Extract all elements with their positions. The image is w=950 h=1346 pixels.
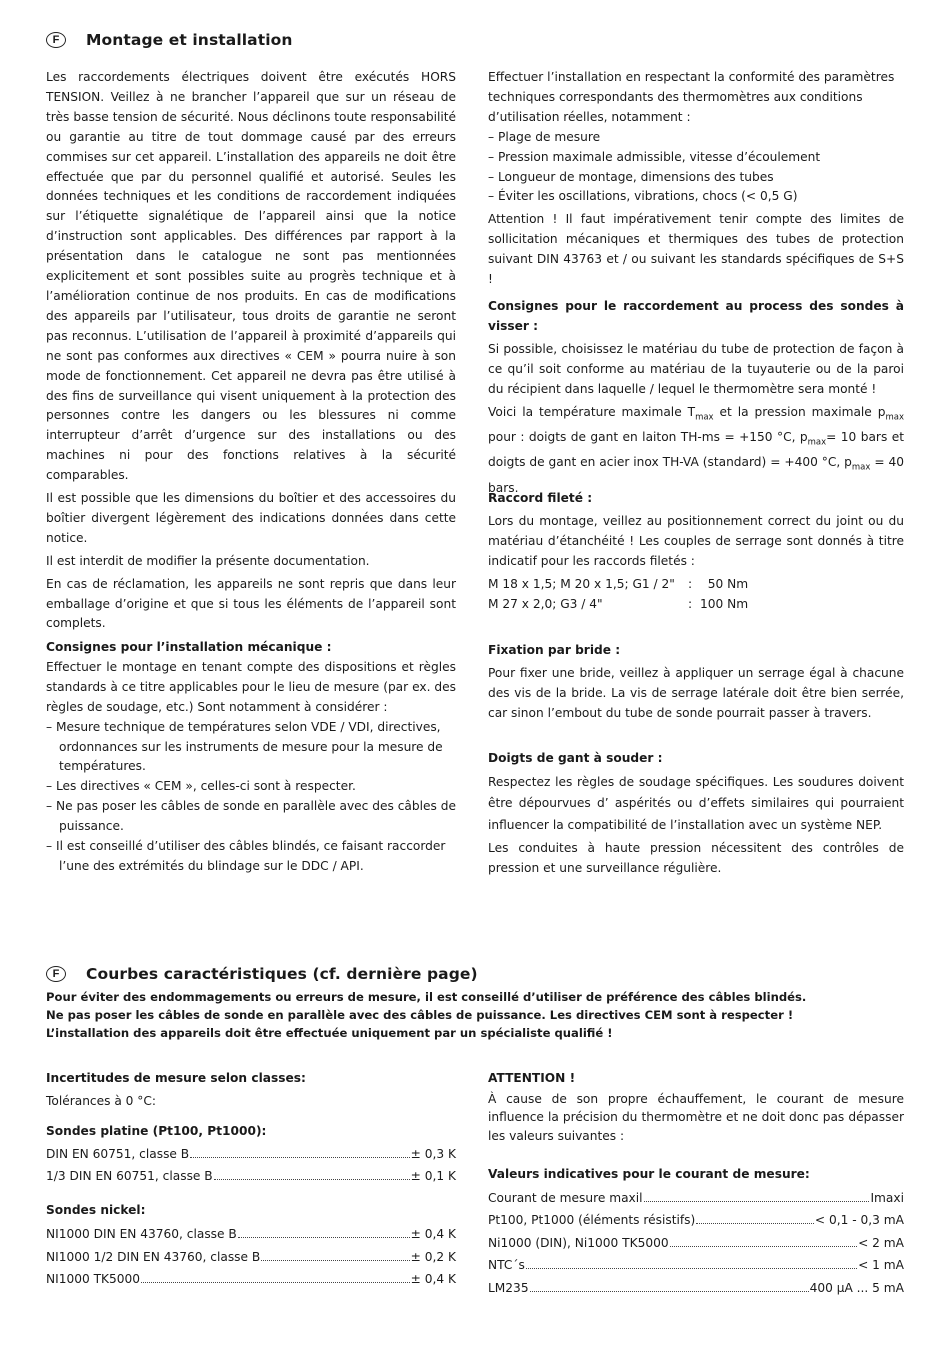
torque-sep: :: [688, 596, 693, 611]
torque-table: [488, 575, 904, 615]
screw-heading: Consignes pour le raccordement au process des sondes à visser :: [488, 299, 904, 333]
table-row: Ni1000 (DIN), Ni1000 TK5000 < 2 mA: [488, 1235, 904, 1250]
list-item: – Mesure technique de températures selon VDE / VDI, directives, ordonnances sur les instruments de mesure pour la mesure de températures.: [46, 718, 456, 778]
tolerance-label: Tolérances à 0 °C:: [46, 1093, 157, 1108]
paragraph: Il est possible que les dimensions du boîtier et des accessoires du boîtier divergent légèrement des indications données dans cette notice.: [46, 491, 456, 545]
table-row: 1/3 DIN EN 60751, classe B ± 0,1 K: [46, 1169, 456, 1183]
install-list: [488, 128, 904, 208]
montage-left-column: [46, 68, 456, 634]
uncertainty-heading: Incertitudes de mesure selon classes:: [46, 1071, 306, 1085]
list-item: – Ne pas poser les câbles de sonde en parallèle avec des câbles de puissance.: [46, 797, 456, 837]
table-row: LM235 400 µA ... 5 mA: [488, 1280, 904, 1295]
paragraph: Il est interdit de modifier la présente documentation.: [46, 553, 370, 568]
torque-sep: :: [688, 576, 693, 591]
paragraph: En cas de réclamation, les appareils ne sont repris que dans leur emballage d’origine et que si tous les éléments de l’appareil sont complets.: [46, 576, 456, 631]
torque-thread: M 18 x 1,5; M 20 x 1,5; G1 / 2": [488, 576, 675, 591]
torque-value: 50 Nm: [700, 576, 749, 591]
paragraph: Les raccordements électriques doivent être exécutés HORS TENSION. Veillez à ne brancher l’appareil que sur un réseau de très basse tension de sécurité. Nous déclinons toute responsabilité ou garantie au titre de tout dommage causé par des erreurs commises sur cet appareil. L’installation des appareils ne doit être effectuée que par du personnel qualifié et autorisé. Seules les données techniques et les conditions de raccordement indiquées sur l’étiquette signalétique de l’appareil ainsi que la notice d’instruction sont applicables. Des différences par rapport à la présentation dans le catalogue ne sont pas mentionnées explicitement et sont possibles suite au progrès technique et à l’amélioration continue de nos produits. En cas de modifications des appareils par l’utilisateur, tous droits de garantie ne seront pas reconnus. L’utilisation de l’appareil à proximité d’appareils qui ne sont pas conformes aux directives « CEM » pourra nuire à son mode de fonctionnement. Cet appareil ne devra pas être utilisé à des fins de surveillance qui visent uniquement à la protection des personnes contre les dangers ou les blessures ni comme interrupteur d’arrêt d’urgence sur des installations ou des machines ni pour des fonctions relatives à la sécurité comparables.: [46, 70, 456, 483]
weld-block: [488, 749, 904, 879]
platinum-heading: Sondes platine (Pt100, Pt1000):: [46, 1124, 267, 1138]
mechanical-install-block: [46, 638, 456, 877]
paragraph: Effectuer le montage en tenant compte des dispositions et règles standards à ce titre applicables pour le lieu de mesure (par ex. des règles de soudage, etc.) Sont notamment à considérer :: [46, 659, 456, 714]
table-row: NI1000 1/2 DIN EN 43760, classe B ± 0,2 K: [46, 1249, 456, 1264]
attention-paragraph: Attention ! Il faut impérativement tenir compte des limites de sollicitation mécaniques et thermiques des tubes de protection suivant DIN 43763 et / ou suivant les standards spécifiques de S+S !: [488, 212, 904, 287]
weld-heading: Doigts de gant à souder :: [488, 751, 663, 765]
montage-right-column: [488, 68, 904, 290]
intro-line: L’installation des appareils doit être effectuée uniquement par un spécialiste qualifié !: [46, 1026, 613, 1040]
attention-block: [488, 1069, 904, 1299]
paragraph: Si possible, choisissez le matériau du tube de protection de façon à ce qu’il soit conforme au matériau de la tuyauterie ou de la paroi du récipient dans laquelle / lequel le thermomètre sera monté !: [488, 341, 904, 396]
values-heading: Valeurs indicatives pour le courant de mesure:: [488, 1167, 810, 1181]
section-montage-header: [46, 31, 293, 49]
section-curves-header: [46, 965, 478, 983]
list-item: – Pression maximale admissible, vitesse d’écoulement: [488, 148, 904, 168]
intro-line: Pour éviter des endommagements ou erreurs de mesure, il est conseillé d’utiliser de préférence des câbles blindés.: [46, 990, 807, 1004]
language-badge-icon: F: [46, 32, 66, 48]
list-item: – Éviter les oscillations, vibrations, chocs (< 0,5 G): [488, 187, 904, 207]
section-title: Courbes caractéristiques (cf. dernière page): [86, 965, 478, 983]
paragraph: Effectuer l’installation en respectant la conformité des paramètres techniques correspondants des thermomètres aux conditions d’utilisation réelles, notamment :: [488, 70, 895, 124]
paragraph: Les conduites à haute pression nécessitent des contrôles de pression et une surveillance régulière.: [488, 841, 904, 876]
uncertainty-block: [46, 1067, 456, 1291]
table-row: DIN EN 60751, classe B ± 0,3 K: [46, 1146, 456, 1161]
list-item: – Il est conseillé d’utiliser des câbles blindés, ce faisant raccorder l’une des extrémités du blindage sur le DDC / API.: [46, 837, 456, 877]
paragraph: Respectez les règles de soudage spécifiques. Les soudures doivent être dépourvues d’ aspérités ou d’effets similaires qui pourraient influencer la compatibilité de l’installation avec un système NEP.: [488, 774, 904, 832]
screw-probe-block: [488, 297, 904, 498]
torque-value: 100 Nm: [700, 596, 749, 611]
mechanical-list: [46, 718, 456, 877]
thread-block: [488, 489, 904, 614]
mechanical-heading: Consignes pour l’installation mécanique :: [46, 640, 332, 654]
language-badge-icon: F: [46, 966, 66, 982]
table-row: NI1000 DIN EN 43760, classe B ± 0,4 K: [46, 1227, 456, 1241]
table-row: NI1000 TK5000 ± 0,4 K: [46, 1272, 456, 1286]
table-row: Pt100, Pt1000 (éléments résistifs) < 0,1 - 0,3 mA: [488, 1213, 904, 1227]
list-item: – Les directives « CEM », celles-ci sont à respecter.: [46, 777, 456, 797]
paragraph: Lors du montage, veillez au positionnement correct du joint ou du matériau d’étanchéité ! Les couples de serrage sont donnés à titre indicatif pour les raccords filetés :: [488, 513, 904, 568]
list-item: – Plage de mesure: [488, 128, 904, 148]
paragraph: Pour fixer une bride, veillez à appliquer un serrage égal à chacune des vis de la bride. La vis de serrage latérale doit être bien serrée, car sinon l’embout du tube de sonde pourrait passer à travers.: [488, 665, 904, 720]
intro-line: Ne pas poser les câbles de sonde en parallèle avec des câbles de puissance. Les directives CEM sont à respecter !: [46, 1008, 794, 1022]
table-row: Courant de mesure maxil Imaxi: [488, 1190, 904, 1205]
thread-heading: Raccord fileté :: [488, 491, 593, 505]
flange-heading: Fixation par bride :: [488, 643, 621, 657]
list-item: – Longueur de montage, dimensions des tubes: [488, 168, 904, 188]
flange-block: [488, 641, 904, 724]
torque-thread: M 27 x 2,0; G3 / 4": [488, 596, 603, 611]
tmax-paragraph: Voici la température maximale $T_{max}$ et la pression maximale $p_{max}$ pour : doigts de gant en laiton TH-ms = +150 °C, $p_{max}= 10$ bars et doigts de gant en acier inox TH-VA (standard) = +400 °C, $p_{max} = 40$ bars.: [488, 404, 905, 495]
paragraph: À cause de son propre échauffement, le courant de mesure influence la précision du thermomètre et ne doit donc pas dépasser les valeurs suivantes :: [488, 1091, 904, 1143]
curves-intro: [46, 988, 906, 1042]
attention-heading: ATTENTION !: [488, 1071, 576, 1085]
table-row: NTC´s < 1 mA: [488, 1258, 904, 1272]
section-title: Montage et installation: [86, 31, 293, 49]
nickel-heading: Sondes nickel:: [46, 1202, 146, 1217]
